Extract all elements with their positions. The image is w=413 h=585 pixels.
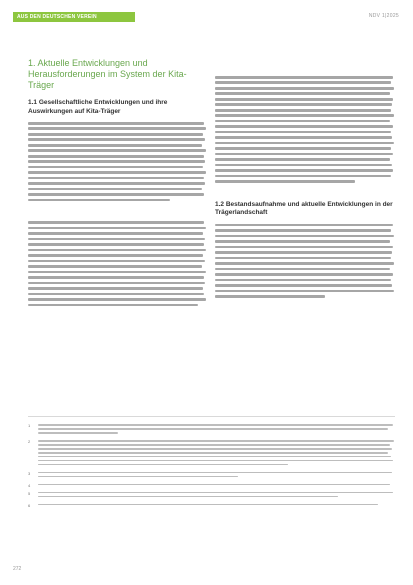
text-line [38,424,393,426]
text-line [38,464,288,466]
text-line [215,153,393,156]
text-line [215,235,394,238]
text-line [215,257,391,260]
text-line [38,452,388,454]
text-line [215,273,393,276]
text-line [38,428,388,430]
text-line [28,227,206,230]
text-line [215,98,393,101]
text-line [38,504,378,506]
footnote [28,424,395,436]
paragraph [28,122,206,201]
text-line [38,432,118,434]
text-line [28,254,203,257]
text-line [215,158,390,161]
text-line [38,448,392,450]
footnote [28,440,395,468]
text-line [28,265,202,268]
text-line [215,131,391,134]
text-line [28,271,206,274]
text-line [215,175,391,178]
footnote-number: 5 [28,490,31,496]
text-line [28,282,205,285]
text-line [215,125,393,128]
text-line [38,444,390,446]
journal-issue: NDV 1|2025 [368,13,399,19]
text-line [215,295,325,298]
footnote-number: 4 [28,482,31,488]
text-line [28,260,205,263]
text-line [215,103,392,106]
text-line [215,147,391,150]
text-line [215,240,390,243]
main-heading: 1. Aktuelle Entwicklungen und Herausforderungen im System der Kita-Träger [28,58,187,90]
text-line [38,496,338,498]
footnote-number: 3 [28,470,31,476]
text-line [28,155,204,158]
text-line [215,81,391,84]
page-number: 272 [13,566,22,572]
footnote-number: 2 [28,438,31,444]
text-line [215,180,355,183]
footnote-number: 1 [28,423,31,428]
text-line [28,193,204,196]
right-column [215,76,395,304]
text-line [28,182,205,185]
text-line [28,199,170,202]
footnote-divider [28,416,395,417]
text-line [38,492,393,494]
text-line [215,279,391,282]
text-line [215,164,392,167]
text-line [28,188,202,191]
text-line [215,268,390,271]
text-line [28,133,203,136]
text-line [28,122,204,125]
text-line [215,290,394,293]
text-line [215,224,393,227]
text-line [28,166,203,169]
text-line [28,171,206,174]
text-line [38,440,394,442]
text-line [28,287,203,290]
section-badge: AUS DEN DEUTSCHEN VEREIN [13,12,135,22]
text-line [28,144,202,147]
paragraph [28,221,206,306]
text-line [28,160,205,163]
text-line [215,92,390,95]
paragraph [215,224,395,298]
text-line [215,136,392,139]
left-column [28,58,206,312]
text-line [215,114,394,117]
footnotes [28,424,395,512]
text-line [215,76,393,79]
subheading-2: 1.2 Bestandsaufnahme und aktuelle Entwicklungen in der Trägerlandschaft [215,200,393,217]
text-line [38,460,393,462]
text-line [28,232,203,235]
text-line [215,169,393,172]
text-line [28,177,204,180]
text-line [38,484,390,486]
footnote [28,472,395,480]
text-line [28,138,205,141]
text-line [215,262,394,265]
subheading-1: 1.1 Gesellschaftliche Entwicklungen und ihre Auswirkungen auf Kita-Träger [28,99,168,115]
text-line [215,87,394,90]
text-line [28,293,204,296]
text-line [28,238,205,241]
text-line [28,304,198,307]
text-line [38,472,392,474]
text-line [28,243,204,246]
text-line [215,284,392,287]
text-line [28,149,206,152]
paragraph [215,76,395,183]
text-line [215,251,392,254]
footnote [28,504,395,508]
footnote [28,484,395,488]
footnote-number: 6 [28,502,31,508]
text-line [38,476,238,478]
text-line [28,221,204,224]
text-line [215,246,393,249]
text-line [215,109,391,112]
text-line [38,456,391,458]
footnote [28,492,395,500]
text-line [28,298,206,301]
text-line [215,229,391,232]
text-line [28,127,206,130]
text-line [28,249,206,252]
text-line [28,276,204,279]
text-line [215,142,394,145]
text-line [215,120,390,123]
